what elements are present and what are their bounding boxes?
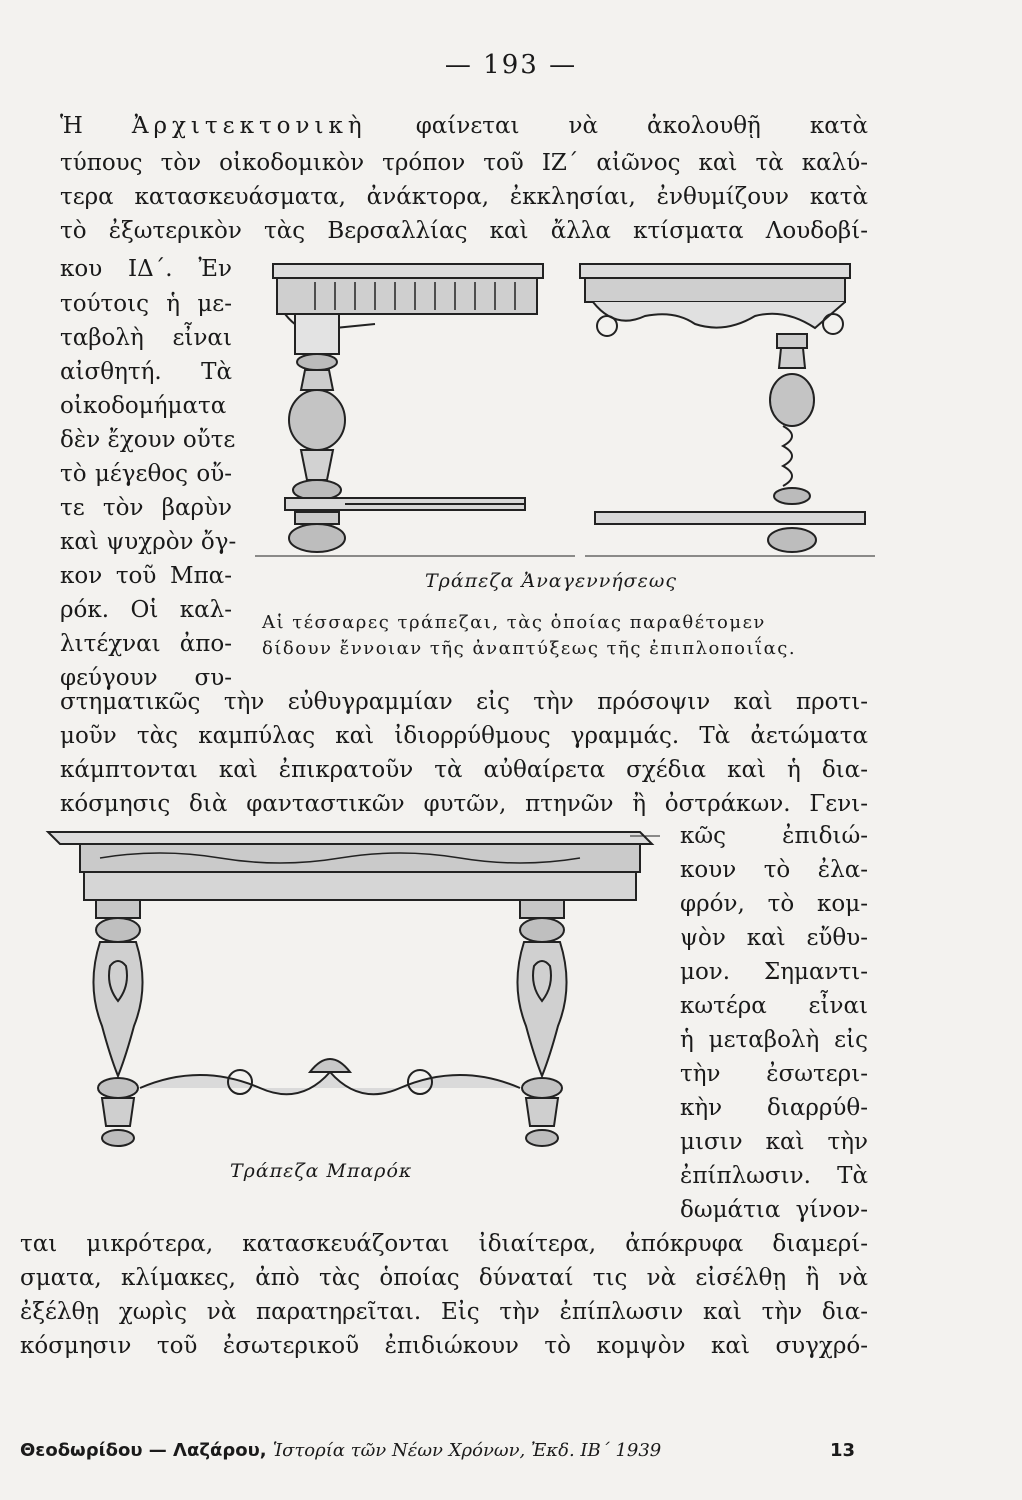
- text-line: κόσμησις διὰ φανταστικῶν φυτῶν, πτηνῶν ἢ ὀστράκων. Γενι-: [60, 791, 868, 817]
- text-line: ψὸν καὶ εὔθυ-: [680, 925, 868, 951]
- text-line: στηματικῶς τὴν εὐθυγραμμίαν εἰς τὴν πρόσοψιν καὶ προτι-: [60, 689, 868, 715]
- text-line: τὴν ἐσωτερι-: [680, 1061, 868, 1087]
- intro-rest: φαίνεται νὰ ἀκολουθῇ κατὰ: [415, 113, 869, 139]
- text-line: κῶς ἐπιδιώ-: [680, 823, 868, 849]
- footer: [20, 1440, 860, 1461]
- text-line: κου ΙΔ΄. Ἐν: [60, 256, 232, 282]
- text-line: τε τὸν βαρὺν: [60, 495, 232, 521]
- text-line: κουν τὸ ἐλα-: [680, 857, 868, 883]
- renaissance-tables-illustration: [255, 250, 875, 570]
- text-line: κόσμησιν τοῦ ἐσωτερικοῦ ἐπιδιώκουν τὸ κομψὸν καὶ συγχρό-: [20, 1333, 868, 1359]
- intro-spaced-word: Ἀρχιτεκτονικὴ: [131, 113, 367, 139]
- text-line: τερα κατασκευάσματα, ἀνάκτορα, ἐκκλησίαι, ἐνθυμίζουν κατὰ: [60, 184, 868, 210]
- text-line: κωτέρα εἶναι: [680, 993, 868, 1019]
- text-line: κον τοῦ Μπα-: [60, 563, 232, 589]
- text-line: οἰκοδομήματα: [60, 393, 227, 419]
- text-line: κάμπτονται καὶ ἐπικρατοῦν τὰ αὐθαίρετα σχέδια καὶ ἡ δια-: [60, 757, 868, 783]
- text-line: δὲν ἔχουν οὔτε: [60, 427, 236, 453]
- text-line: ρόκ. Οἱ καλ-: [60, 597, 232, 623]
- footer-title: Ἱστορία τῶν Νέων Χρόνων, Ἐκδ. ΙΒ΄ 1939: [272, 1440, 662, 1461]
- text-line: καὶ ψυχρὸν ὄγ-: [60, 529, 237, 555]
- text-line: ἐπίπλωσιν. Τὰ: [680, 1163, 868, 1189]
- text-line: σματα, κλίμακες, ἀπὸ τὰς ὁποίας δύναταί τις νὰ εἰσέλθῃ ἢ νὰ: [20, 1265, 868, 1291]
- page-number: — 193 —: [444, 50, 578, 80]
- text-line: τύπους τὸν οἰκοδομικὸν τρόπον τοῦ ΙΖ΄ αἰῶνος καὶ τὰ καλύ-: [60, 150, 868, 176]
- text-line: ται μικρότερα, κατασκευάζονται ἰδιαίτερα, ἀπόκρυφα διαμερί-: [20, 1231, 868, 1257]
- figure-caption-renaissance: Τράπεζα Ἀναγεννήσεως: [425, 570, 677, 592]
- baroque-table-illustration: [40, 826, 660, 1156]
- figure-caption-baroque: Τράπεζα Μπαρόκ: [230, 1160, 413, 1182]
- text-line: φρόν, τὸ κομ-: [680, 891, 868, 917]
- text-line: ἐξέλθῃ χωρὶς νὰ παρατηρεῖται. Εἰς τὴν ἐπίπλωσιν καὶ τὴν δια-: [20, 1299, 868, 1325]
- text-line: ἡ μεταβολὴ εἰς: [680, 1027, 868, 1053]
- footer-sheet-number: 13: [830, 1440, 856, 1461]
- text-line: μισιν καὶ τὴν: [680, 1129, 868, 1155]
- text-line: φεύγουν συ-: [60, 665, 232, 691]
- text-line: τούτοις ἡ με-: [60, 291, 232, 317]
- text-line: λιτέχναι ἀπο-: [60, 631, 232, 657]
- text-line: τὸ ἐξωτερικὸν τὰς Βερσαλλίας καὶ ἄλλα κτίσματα Λουδοβί-: [60, 218, 868, 244]
- figure-note-line: Αἱ τέσσαρες τράπεζαι, τὰς ὁποίας παραθέτομεν: [262, 612, 766, 633]
- text-line: δωμάτια γίνον-: [680, 1197, 868, 1223]
- text-line: μοῦν τὰς καμπύλας καὶ ἰδιορρύθμους γραμμάς. Τὰ ἀετώματα: [60, 723, 868, 749]
- intro-line: [60, 110, 868, 143]
- figure-note-line: δίδουν ἔννοιαν τῆς ἀναπτύξεως τῆς ἐπιπλοποιΐας.: [262, 638, 797, 659]
- text-line: ταβολὴ εἶναι: [60, 325, 232, 351]
- text-line: κὴν διαρρύθ-: [680, 1095, 868, 1121]
- text-line: μον. Σημαντι-: [680, 959, 868, 985]
- text-line: αἰσθητή. Τὰ: [60, 359, 232, 385]
- intro-lead: Ἡ: [60, 113, 83, 139]
- footer-authors: Θεοδωρίδου — Λαζάρου,: [20, 1440, 267, 1461]
- text-line: τὸ μέγεθος οὔ-: [60, 461, 232, 487]
